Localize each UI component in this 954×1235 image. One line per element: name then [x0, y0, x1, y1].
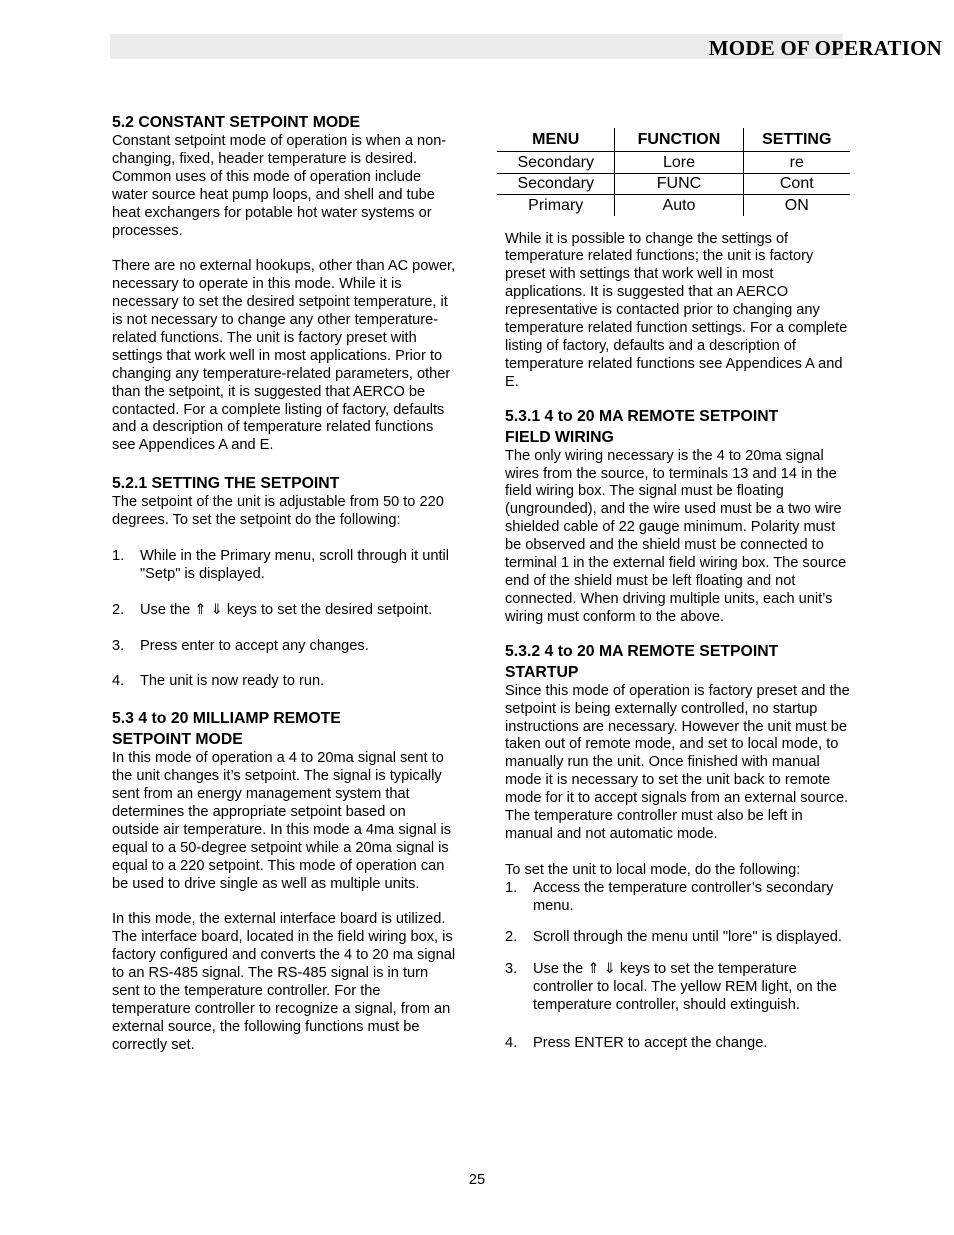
list-item [505, 929, 850, 947]
list-number: 4. [112, 673, 125, 690]
list-number: 4. [505, 1035, 518, 1052]
list-item [112, 673, 456, 691]
table-header: FUNCTION [615, 128, 743, 152]
page-title: MODE OF OPERATION [708, 36, 942, 60]
section-heading-5-2-1: 5.2.1 SETTING THE SETPOINT [112, 475, 340, 493]
paragraph: The only wiring necessary is the 4 to 20ma signal wires from the source, to terminals 13 and 14 in the field wiring box. The signal must be floating (ungrounded), and the wire used must be a two wire shielded cable of 22 gauge minimum. Polarity must be observed and the shield must be connected to terminal 1 in the external field wiring box. The source end of the shield must be left floating and not connected. When driving multiple units, each unit’s wiring must conform to the above. [505, 447, 847, 625]
table-cell: Secondary [497, 152, 615, 174]
list-text: Press ENTER to accept the change. [533, 1035, 768, 1052]
list-item [112, 638, 456, 656]
table-row [497, 195, 850, 216]
list-number: 2. [112, 601, 125, 618]
table-row [497, 173, 850, 195]
right-column [505, 128, 850, 1053]
list-item [112, 548, 456, 584]
list-number: 1. [112, 548, 125, 564]
list-text: Press enter to accept any changes. [140, 637, 369, 654]
list-text: Access the temperature controller’s secondary menu. [533, 879, 834, 914]
list-text: Use the ⇑ ⇓ keys to set the temperature controller to local. The yellow REM light, on the temperature controller, should extinguish. [533, 961, 837, 1014]
table-header: MENU [497, 128, 615, 152]
list-text: The unit is now ready to run. [140, 673, 325, 690]
paragraph: While it is possible to change the settings of temperature related functions; the unit is factory preset with settings that work well in most applications. It is suggested that an AERCO representative is contacted prior to changing any temperature related function settings. For a complete listing of factory, defaults and a description of temperature related functions see Appendices A and E. [505, 230, 848, 390]
paragraph: In this mode, the external interface board is utilized. The interface board, located in the field wiring box, is factory configured and converts the 4 to 20 ma signal to an RS-485 signal. The RS-485 signal is in turn sent to the temperature controller. For the temperature controller to recognize a signal, from an external source, the following functions must be correctly set. [112, 911, 456, 1053]
table-cell: FUNC [615, 173, 743, 195]
section-heading-5-3-2: 5.3.2 4 to 20 MA REMOTE SETPOINT [505, 642, 779, 660]
paragraph: There are no external hookups, other than AC power, necessary to operate in this mode. While it is necessary to set the desired setpoint temperature, it is not necessary to change any other temperature-related functions. The unit is factory preset with settings that work well in most applications. Prior to changing any temperature-related parameters, other than the setpoint, it is suggested that AERCO be contacted. For a complete listing of factory, defaults and a description of temperature related functions see Appendices A and E. [112, 258, 456, 454]
table-cell: re [743, 152, 850, 174]
left-column [112, 112, 456, 1055]
paragraph: Since this mode of operation is factory preset and the setpoint is being externally controlled, no startup instructions are necessary. However the unit must be taken out of remote mode, and set to local mode, to manually run the unit. Once finished with manual mode it is necessary to set the unit back to remote mode for it to accept signals from an external source. The temperature controller must also be left in manual and not automatic mode. [505, 682, 850, 842]
section-heading-5-3-2-line2: STARTUP [505, 663, 579, 681]
paragraph: In this mode of operation a 4 to 20ma signal sent to the unit changes it’s setpoint. The signal is typically sent from an energy management system that determines the appropriate setpoint based on outside air temperature. In this mode a 4ma signal is equal to a 50-degree setpoint while a 20ma signal is equal to a 220 setpoint. This mode of operation can be used to drive single as well as multiple units. [112, 750, 452, 892]
paragraph: To set the unit to local mode, do the following: [505, 861, 801, 878]
list-text: Scroll through the menu until "lore" is displayed. [533, 929, 842, 946]
table-cell: Primary [528, 196, 584, 214]
list-number: 3. [112, 637, 125, 654]
table-cell: Cont [743, 173, 850, 195]
page-number: 25 [468, 1172, 486, 1188]
section-heading-5-3-1: 5.3.1 4 to 20 MA REMOTE SETPOINT [505, 407, 779, 425]
list-text: While in the Primary menu, scroll through it until "Setp" is displayed. [140, 548, 450, 582]
list-item [112, 602, 456, 620]
paragraph: Constant setpoint mode of operation is when a non-changing, fixed, header temperature is desired. Common uses of this mode of operation include water source heat pump loops, and shell and tube heat exchangers for potable hot water systems or processes. [112, 133, 447, 239]
list-item [505, 880, 850, 916]
list-item [505, 1035, 850, 1053]
list-text: Use the ⇑ ⇓ keys to set the desired setpoint. [140, 601, 433, 618]
table-cell: Auto [615, 195, 743, 216]
list-number: 3. [505, 961, 518, 978]
section-heading-5-3-1-line2: FIELD WIRING [505, 428, 614, 446]
table-cell: ON [743, 195, 850, 216]
table-header: SETTING [743, 128, 850, 152]
section-heading-5-3: 5.3 4 to 20 MILLIAMP REMOTE [112, 710, 341, 728]
list-number: 2. [505, 929, 518, 946]
table-row [497, 152, 850, 174]
list-item [505, 961, 850, 1015]
list-number: 1. [505, 879, 518, 896]
paragraph: The setpoint of the unit is adjustable from 50 to 220 degrees. To set the setpoint do the following: [112, 494, 444, 529]
section-heading-5-3-line2: SETPOINT MODE [112, 731, 243, 749]
section-heading-5-2: 5.2 CONSTANT SETPOINT MODE [112, 114, 361, 131]
table-cell: Secondary [497, 173, 615, 195]
table-cell: Lore [615, 152, 743, 174]
function-settings-table [497, 128, 850, 216]
